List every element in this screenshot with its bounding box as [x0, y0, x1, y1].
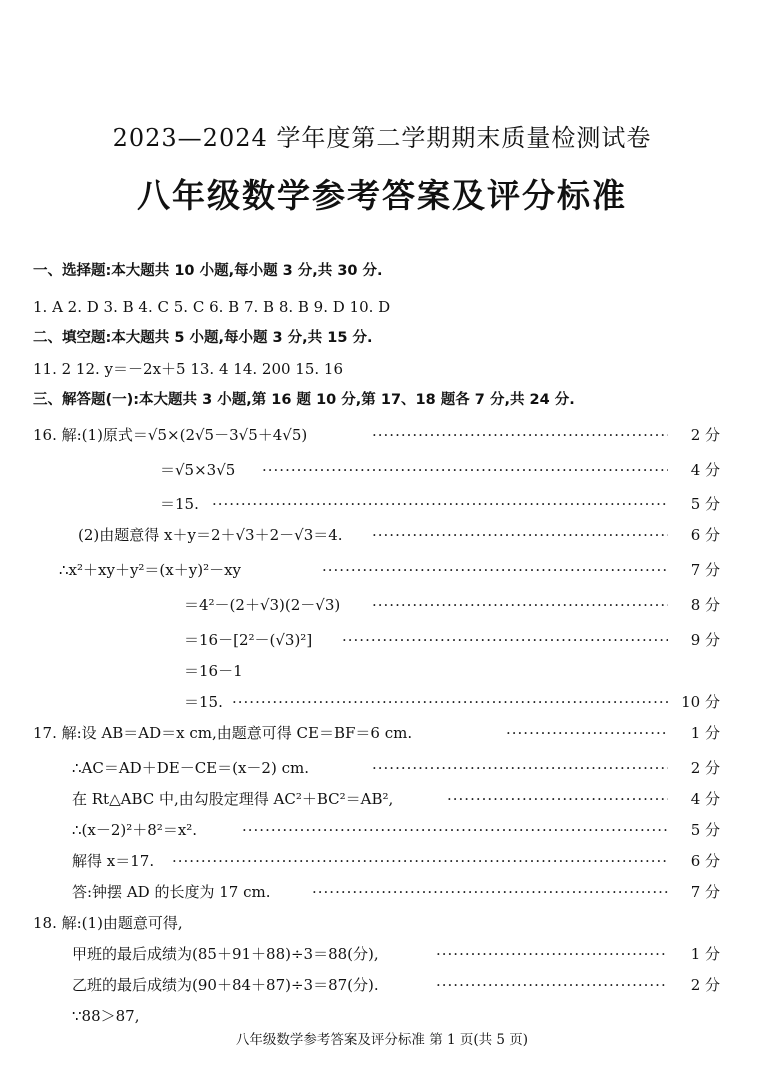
answer-text: 甲班的最后成绩为(85＋91＋88)÷3＝88(分), [72, 945, 379, 963]
score-points: 7 分 [690, 561, 720, 579]
answer-text: 解得 x＝17. [72, 852, 155, 870]
score-points: 2 分 [690, 759, 720, 777]
answer-text: 16. 解:(1)原式＝√5×(2√5－3√5＋4√5) [33, 426, 308, 444]
answer-line [0, 879, 764, 905]
leader-dots [372, 592, 668, 618]
answer-text: ＝15. [184, 693, 223, 711]
answer-line [0, 627, 764, 653]
score-points: 5 分 [690, 495, 720, 513]
leader-dots [436, 941, 668, 967]
answer-text: ＝√5×3√5 [160, 461, 236, 479]
leader-dots [312, 879, 668, 905]
answer-text: ∵88＞87, [72, 1007, 140, 1025]
answer-text: ∴AC＝AD＋DE－CE＝(x－2) cm. [72, 759, 309, 777]
score-points: 7 分 [690, 883, 720, 901]
answer-line [0, 356, 764, 382]
page-footer: 八年级数学参考答案及评分标准 第 1 页(共 5 页) [235, 1032, 529, 1048]
answer-text: 在 Rt△ABC 中,由勾股定理得 AC²＋BC²＝AB², [72, 790, 394, 808]
answer-text: 17. 解:设 AB＝AD＝x cm,由题意可得 CE＝BF＝6 cm. [33, 724, 413, 742]
answer-line [0, 522, 764, 548]
answer-line [0, 689, 764, 715]
answer-line [0, 325, 764, 351]
score-points: 2 分 [690, 976, 720, 994]
answer-line [0, 592, 764, 618]
answer-line [0, 422, 764, 448]
answer-line [0, 910, 764, 936]
leader-dots [447, 786, 668, 812]
answer-line [0, 457, 764, 483]
answer-text: 18. 解:(1)由题意可得, [33, 914, 183, 932]
exam-title: 2023—2024 学年度第二学期期末质量检测试卷 [112, 124, 652, 152]
section-heading: 一、选择题:本大题共 10 小题,每小题 3 分,共 30 分. [33, 263, 383, 279]
leader-dots [262, 457, 668, 483]
leader-dots [232, 689, 668, 715]
answer-text: ＝16－[2²－(√3)²] [184, 631, 313, 649]
leader-dots [372, 422, 668, 448]
leader-dots [242, 817, 668, 843]
answer-line [0, 294, 764, 320]
answer-line [0, 755, 764, 781]
answer-line [0, 848, 764, 874]
answer-line [0, 817, 764, 843]
score-points: 1 分 [690, 724, 720, 742]
section-heading: 三、解答题(一):本大题共 3 小题,第 16 题 10 分,第 17、18 题各 7 分,共 24 分. [33, 392, 575, 408]
answer-text: ∴(x－2)²＋8²＝x². [72, 821, 198, 839]
answer-text: (2)由题意得 x＋y＝2＋√3＋2－√3＝4. [78, 526, 343, 544]
leader-dots [506, 720, 668, 746]
leader-dots [372, 522, 668, 548]
score-points: 5 分 [690, 821, 720, 839]
answer-text: ∴x²＋xy＋y²＝(x＋y)²－xy [59, 561, 242, 579]
answer-text: 11. 2 12. y＝－2x＋5 13. 4 14. 200 15. 16 [33, 360, 344, 378]
score-points: 2 分 [690, 426, 720, 444]
answer-text: 答:钟摆 AD 的长度为 17 cm. [72, 883, 271, 901]
score-points: 4 分 [690, 790, 720, 808]
score-points: 4 分 [690, 461, 720, 479]
answer-text: ＝15. [160, 495, 199, 513]
leader-dots [322, 557, 668, 583]
leader-dots [172, 848, 668, 874]
answer-line [0, 491, 764, 517]
score-points: 10 分 [681, 693, 720, 711]
leader-dots [342, 627, 668, 653]
leader-dots [212, 491, 668, 517]
leader-dots [372, 755, 668, 781]
score-points: 9 分 [690, 631, 720, 649]
answer-line [0, 557, 764, 583]
answer-line [0, 720, 764, 746]
document-subtitle: 八年级数学参考答案及评分标准 [137, 176, 627, 215]
answer-text: 1. A 2. D 3. B 4. C 5. C 6. B 7. B 8. B 9. D 10. D [33, 298, 391, 316]
score-points: 1 分 [690, 945, 720, 963]
answer-line [0, 786, 764, 812]
answer-line [0, 258, 764, 284]
answer-line [0, 941, 764, 967]
leader-dots [436, 972, 668, 998]
answer-text: ＝4²－(2＋√3)(2－√3) [184, 596, 341, 614]
section-heading: 二、填空题:本大题共 5 小题,每小题 3 分,共 15 分. [33, 330, 373, 346]
answer-line [0, 1003, 764, 1029]
score-points: 6 分 [690, 526, 720, 544]
score-points: 8 分 [690, 596, 720, 614]
answer-line [0, 658, 764, 684]
answer-line [0, 387, 764, 413]
answer-line [0, 972, 764, 998]
score-points: 6 分 [690, 852, 720, 870]
answer-text: 乙班的最后成绩为(90＋84＋87)÷3＝87(分). [72, 976, 379, 994]
answer-text: ＝16－1 [184, 662, 243, 680]
